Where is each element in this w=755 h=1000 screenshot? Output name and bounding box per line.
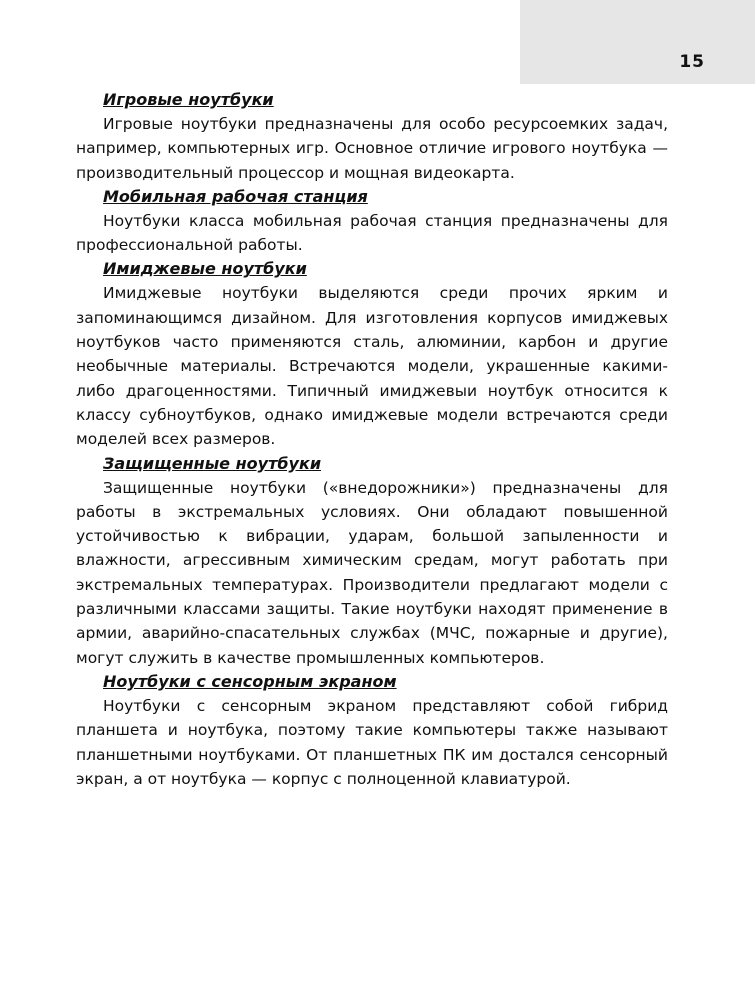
- section-touchscreen-laptops: [76, 670, 668, 791]
- section-body: Имиджевые ноутбуки выделяются среди прочих ярким и запоминающимся дизайном. Для изготовления корпусов имиджевых ноутбуков часто применяются сталь, алюминии, карбон и другие необычные материалы. Встречаются модели, украшенные какими-либо драгоценностями. Типичный имиджевыи ноутбук относится к классу субноутбуков, однако имиджевые модели встречаются среди моделей всех размеров.: [76, 284, 668, 449]
- section-heading: Игровые ноутбуки: [103, 90, 274, 109]
- section-image-laptops: [76, 257, 668, 451]
- section-rugged-laptops: [76, 452, 668, 670]
- section-heading: Ноутбуки с сенсорным экраном: [103, 671, 397, 691]
- section-body: Ноутбуки класса мобильная рабочая станция предназначены для профессиональной работы.: [76, 211, 668, 255]
- section-heading: Защищенные ноутбуки: [103, 453, 322, 473]
- section-body: Игровые ноутбуки предназначены для особо ресурсоемких задач, например, компьютерных игр. Основное отличие игрового ноутбука — производительный процессор и мощная видеокарта.: [76, 115, 668, 182]
- section-heading: Мобильная рабочая станция: [103, 186, 368, 206]
- page-content: [76, 88, 668, 791]
- section-mobile-workstation: [76, 185, 668, 258]
- page-number-tab: [520, 0, 755, 84]
- section-heading: Имиджевые ноутбуки: [103, 259, 307, 279]
- section-body: Ноутбуки с сенсорным экраном представляют собой гибрид планшета и ноутбука, поэтому такие компьютеры также называют планшетными ноутбуками. От планшетных ПК им достался сенсорный экран, а от ноутбука — корпус с полноценной клавиатурой.: [76, 696, 668, 788]
- section-gaming-laptops: [76, 88, 668, 185]
- section-body: Защищенные ноутбуки («внедорожники») предназначены для работы в экстремальных условиях. Они обладают повышенной устойчивостью к вибрации, ударам, большой запыленности и влажности, агрессивным химическим средам, могут работать при экстремальных температурах. Производители предлагают модели с различными классами защиты. Такие ноутбуки находят применение в армии, аварийно-спасательных службах (МЧС, пожарные и другие), могут служить в качестве промышленных компьютеров.: [76, 478, 668, 667]
- page-number: 15: [679, 52, 705, 72]
